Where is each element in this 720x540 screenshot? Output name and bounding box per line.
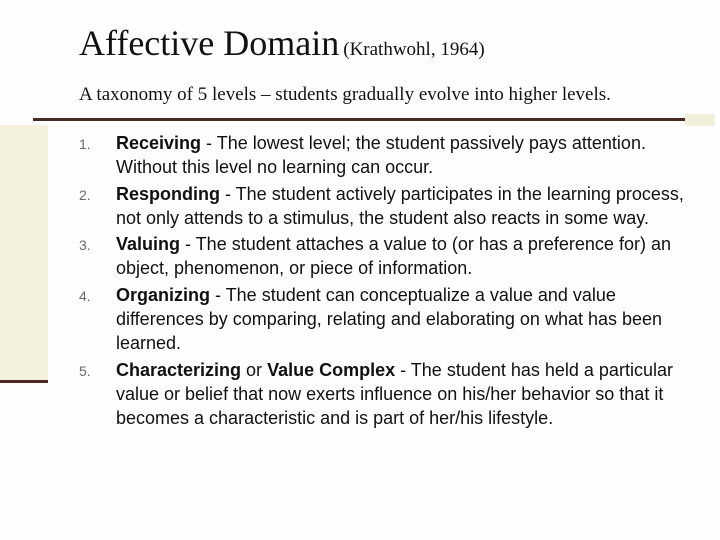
item-description: - The student has held a particular value or belief that now exerts influence on his/her behavior so that it becomes a characteristic and is part of her/his lifestyle. [116, 359, 673, 429]
item-connector: or [241, 359, 268, 380]
item-term-secondary: Value Complex [267, 359, 396, 380]
item-number: 1. [79, 136, 91, 152]
item-term: Responding [116, 183, 220, 204]
item-term: Characterizing [116, 359, 242, 380]
slide-title [79, 22, 485, 64]
divider-rule [33, 118, 685, 121]
item-number: 2. [79, 186, 91, 203]
item-description: - The lowest level; the student passively pays attention. Without this level no learning can occur. [116, 133, 646, 178]
list-item [79, 131, 689, 180]
item-term: Valuing [116, 234, 181, 255]
list-item [79, 182, 689, 231]
left-accent-rule [0, 380, 48, 383]
item-description: - The student actively participates in the learning process, not only attends to a stimulus, the student also reacts in some way. [116, 183, 684, 228]
levels-list [79, 131, 689, 433]
slide-subtitle: A taxonomy of 5 levels – students gradually evolve into higher levels. [79, 84, 611, 105]
title-citation: (Krathwohl, 1964) [343, 39, 485, 60]
title-main: Affective Domain [79, 23, 340, 63]
list-item [79, 232, 689, 281]
list-item [79, 358, 689, 431]
item-number: 3. [79, 237, 91, 254]
item-term: Organizing [116, 284, 210, 305]
divider-accent [685, 114, 715, 126]
left-accent-bar [0, 125, 48, 383]
item-description: - The student can conceptualize a value and value differences by comparing, relating and elaborating on what has been learned. [116, 284, 663, 354]
item-description: - The student attaches a value to (or has a preference for) an object, phenomenon, or piece of information. [116, 234, 671, 279]
list-item [79, 283, 689, 356]
item-number: 4. [79, 287, 91, 304]
item-number: 5. [79, 362, 91, 379]
item-term: Receiving [116, 133, 202, 153]
